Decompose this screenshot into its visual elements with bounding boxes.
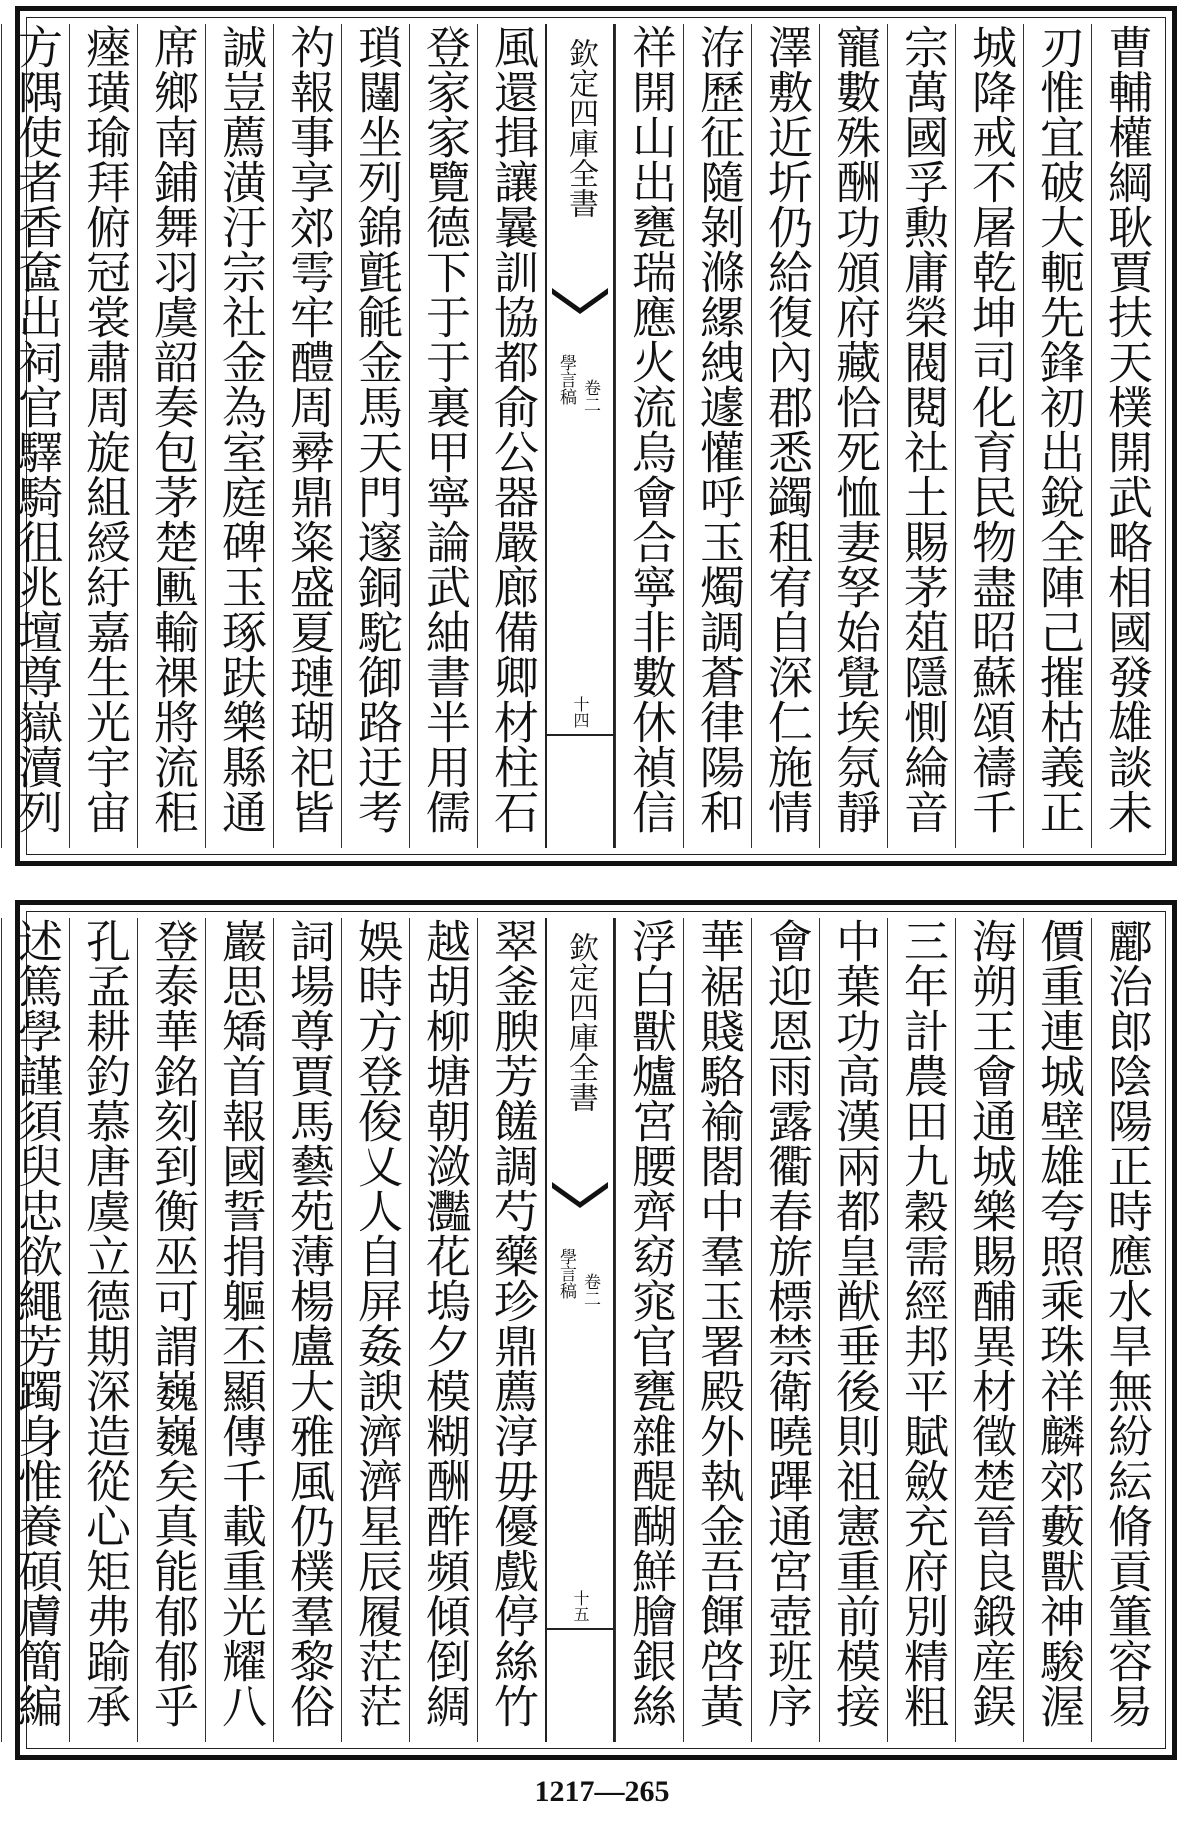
top_page-column-text: 風還揖讓曩訓協都俞公器嚴廊備卿材柱石 — [486, 24, 539, 834]
top_page-column-text: 方隅使者香奩出祠官驛騎徂兆壇尊嶽瀆列 — [10, 24, 63, 834]
bottom_page-text-column — [955, 918, 1023, 1742]
bottom_page-text-column — [273, 918, 341, 1742]
top_page-text-column — [1, 24, 69, 848]
top_page-text-column — [137, 24, 205, 848]
top_page-text-column — [683, 24, 751, 848]
top_page-column-text: 城降戒不屠乾坤司化育民物盡昭蘇頌禱千 — [964, 24, 1017, 834]
bottom_page-column-text: 孔孟耕釣慕唐虞立德期深造從心矩弗踰承 — [78, 918, 131, 1728]
bottom_page-column-text: 登泰華銘刻到衡巫可謂巍巍矣真能郁郁乎 — [146, 918, 199, 1728]
bottom_page-text-column — [137, 918, 205, 1742]
bottom_page-text-column — [1091, 918, 1159, 1742]
bottom_page-text-column — [615, 918, 683, 1742]
bottom_page-column-text: 巖思矯首報國誓捐軀丕顯傳千載重光耀八 — [214, 918, 267, 1728]
top_page-column-text: 席鄉南鋪舞羽虞韶奏包茅楚匭輸祼將流秬 — [146, 24, 199, 834]
top_page-work-title: 學言稿 — [556, 354, 576, 405]
top_page-column-text: 寵數殊酬功頒府藏恰死恤妻孥始覺埃氛靜 — [828, 24, 881, 834]
top_page-column-text: 瑣闥坐列錦氈毹金馬天門邃銅駝御路迂考 — [350, 24, 403, 834]
bottom_page-volume: 卷二 — [580, 1273, 600, 1307]
bottom_page-column-text: 海朔王會通城樂賜酺異材徵楚晉良鍛産鋘 — [964, 918, 1017, 1728]
bottom_page-column-text: 詞場尊賈馬藝苑薄楊盧大雅風仍樸羣黎俗 — [282, 918, 335, 1728]
bottom_page-column-text: 酈治郎陰陽正時應水旱無紛紜脩貢箽容易 — [1100, 918, 1153, 1728]
bottom_page-fish-tail-mark — [547, 1180, 613, 1210]
top_page-text-column — [1091, 24, 1159, 848]
top_page-column-text: 洊歷征隨剝滌縲絏遽懽呼玉燭調蒼律陽和 — [692, 24, 745, 834]
top_page-gutter-rule — [547, 734, 613, 736]
top_page-fish-tail-mark — [547, 286, 613, 316]
top_page-volume: 卷二 — [580, 379, 600, 413]
top_page-text-column — [273, 24, 341, 848]
bottom_page-text-column — [819, 918, 887, 1742]
top-page — [10, 6, 1177, 866]
top_page-column-text: 礿報事享郊雩牢醴周彛鼎粢盛夏璉瑚祀皆 — [282, 24, 335, 834]
top_page-center-gutter — [545, 24, 615, 848]
bottom_page-center-gutter — [545, 918, 615, 1742]
bottom_page-book-title: 欽定四庫全書 — [563, 932, 598, 1112]
bottom_page-column-text: 翠釜腴芳饈調芍藥珍鼎薦淳毋優戲停絲竹 — [486, 918, 539, 1728]
bottom_page-column-text: 越胡柳塘朝潋灩花塢夕模糊酬酢頻傾倒綢 — [418, 918, 471, 1728]
bottom_page-gutter-rule — [547, 1628, 613, 1630]
top-page-frame — [10, 17, 1166, 855]
top_page-text-column — [887, 24, 955, 848]
bottom-page-frame — [10, 911, 1166, 1749]
bottom_page-text-column — [341, 918, 409, 1742]
top_page-text-column — [205, 24, 273, 848]
bottom_page-column-text: 浮白獸爐宮腰齊窈窕官甕雜醍醐鮮膾銀絲 — [624, 918, 677, 1728]
top_page-column-text: 祥開山出甕瑞應火流烏會合寧非數休禎信 — [624, 24, 677, 834]
top_page-column-text: 刃惟宜破大軛先鋒初出銳全陣己摧枯義正 — [1032, 24, 1085, 834]
bottom_page-text-column — [683, 918, 751, 1742]
bottom_page-column-text: 價重連城壁雄夸照乘珠祥麟郊藪獸神駿渥 — [1032, 918, 1085, 1728]
bottom_page-work-title: 學言稿 — [556, 1248, 576, 1299]
footer-page-reference: 1217—265 — [534, 1775, 670, 1808]
top_page-column-text: 宗萬國孚勲庸榮閥閱社土賜茅葅隱惻綸音 — [896, 24, 949, 834]
top_page-text-column — [1023, 24, 1091, 848]
bottom_page-text-column — [205, 918, 273, 1742]
top_page-text-column — [409, 24, 477, 848]
top_page-page-number: 十四 — [571, 696, 590, 728]
bottom_page-column-text: 華裾賤駱褕閤中羣玉署殿外執金吾餫啓黃 — [692, 918, 745, 1728]
top_page-text-column — [341, 24, 409, 848]
bottom_page-text-column — [69, 918, 137, 1742]
top_page-text-column — [477, 24, 545, 848]
top_page-text-column — [955, 24, 1023, 848]
top_page-column-text: 登家家覽德下于于裏甲寧論武紬書半用儒 — [418, 24, 471, 834]
top_page-column-text: 誠豈薦潢汙宗社金為室庭碑玉琢趺樂縣通 — [214, 24, 267, 834]
top_page-column-text: 曹輔權綱耿賈扶天樸開武略相國發雄談未 — [1100, 24, 1153, 834]
top_page-column-text: 瘞璜瑜拜俯冠裳肅周旋組綬紆嘉生光宇宙 — [78, 24, 131, 834]
bottom_page-text-column — [751, 918, 819, 1742]
bottom_page-page-number: 十五 — [571, 1590, 590, 1622]
bottom_page-text-column — [1023, 918, 1091, 1742]
bottom_page-text-column — [409, 918, 477, 1742]
bottom_page-column-text: 會迎恩雨露衢春旂標禁衛曉蹕通宮壺班序 — [760, 918, 813, 1728]
bottom_page-column-text: 述篤學謹須臾忠欲繩芳躅身惟養碩膚簡編 — [10, 918, 63, 1728]
bottom_page-text-column — [1, 918, 69, 1742]
top_page-text-column — [69, 24, 137, 848]
top_page-text-column — [751, 24, 819, 848]
top_page-column-text: 澤敷近圻仍給復內郡悉蠲租宥自深仁施情 — [760, 24, 813, 834]
bottom_page-column-text: 中葉功高漢兩都皇猷垂後則祖憲重前模接 — [828, 918, 881, 1728]
top_page-text-column — [615, 24, 683, 848]
top_page-book-title: 欽定四庫全書 — [563, 38, 598, 218]
bottom_page-text-column — [887, 918, 955, 1742]
bottom_page-column-text: 三年計農田九穀需經邦平賦斂充府別精粗 — [896, 918, 949, 1728]
bottom-page — [10, 900, 1177, 1760]
top_page-text-column — [819, 24, 887, 848]
bottom_page-text-column — [477, 918, 545, 1742]
bottom_page-column-text: 娛時方登俊乂人自屏姦諛濟濟星辰履茫茫 — [350, 918, 403, 1728]
